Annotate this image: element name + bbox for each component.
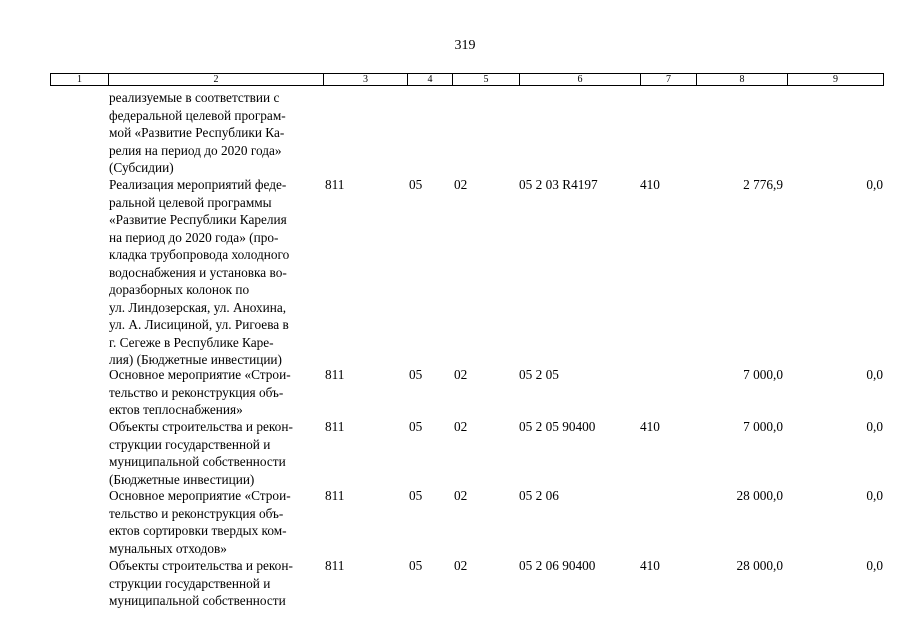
header-col-5: 5 <box>452 74 519 85</box>
description-line: лия) (Бюджетные инвестиции) <box>109 352 282 367</box>
row-description <box>109 176 321 369</box>
cell-target-article: 05 2 06 90400 <box>519 558 596 573</box>
description-line: тельство и реконструкция объ- <box>109 384 284 400</box>
description-line: Объекты строительства и рекон- <box>109 558 293 573</box>
row-description <box>109 89 321 177</box>
cell-subsection: 02 <box>454 558 468 573</box>
cell-section: 05 <box>409 558 423 573</box>
description-line: ул. Линдозерская, ул. Анохина, <box>109 299 287 315</box>
cell-amount-secondary: 0,0 <box>866 488 883 503</box>
description-line: ральной целевой программы <box>109 194 272 210</box>
cell-amount: 28 000,0 <box>736 558 783 573</box>
description-line: тельство и реконструкция объ- <box>109 505 284 521</box>
cell-amount-secondary: 0,0 <box>866 367 883 382</box>
cell-subsection: 02 <box>454 177 468 192</box>
description-line: муниципальной собственности <box>109 593 286 608</box>
description-line: г. Сегеже в Республике Каре- <box>109 334 274 350</box>
cell-section: 05 <box>409 367 423 382</box>
cell-ministry-code: 811 <box>325 419 345 434</box>
description-line: муниципальной собственности <box>109 454 286 469</box>
description-line: мунальных отходов» <box>109 540 227 556</box>
row-description <box>109 487 321 557</box>
description-line: (Субсидии) <box>109 160 174 175</box>
cell-expense-type: 410 <box>640 558 660 573</box>
cell-ministry-code: 811 <box>325 177 345 192</box>
cell-target-article: 05 2 06 <box>519 488 559 503</box>
description-line: струкции государственной и <box>109 436 271 452</box>
description-line: кладка трубопровода холодного <box>109 247 290 262</box>
cell-target-article: 05 2 05 90400 <box>519 419 596 434</box>
cell-subsection: 02 <box>454 488 468 503</box>
cell-section: 05 <box>409 419 423 434</box>
header-col-3: 3 <box>323 74 407 85</box>
description-line: федеральной целевой програм- <box>109 107 286 123</box>
description-line: реализуемые в соответствии с <box>109 90 280 105</box>
description-line: Основное мероприятие «Строи- <box>109 367 291 382</box>
description-line: Основное мероприятие «Строи- <box>109 488 291 503</box>
description-line: ул. А. Лисициной, ул. Ригоева в <box>109 317 289 332</box>
row-description <box>109 418 321 488</box>
cell-amount: 28 000,0 <box>736 488 783 503</box>
cell-section: 05 <box>409 488 423 503</box>
cell-expense-type: 410 <box>640 177 660 192</box>
cell-ministry-code: 811 <box>325 558 345 573</box>
description-line: ектов сортировки твердых ком- <box>109 523 287 538</box>
description-line: Реализация мероприятий феде- <box>109 177 287 192</box>
cell-amount: 2 776,9 <box>743 177 783 192</box>
header-col-9: 9 <box>787 74 883 85</box>
cell-expense-type: 410 <box>640 419 660 434</box>
description-line: на период до 2020 года» (про- <box>109 229 279 245</box>
description-line: ектов теплоснабжения» <box>109 402 243 417</box>
cell-amount: 7 000,0 <box>743 419 783 434</box>
cell-ministry-code: 811 <box>325 367 345 382</box>
cell-amount-secondary: 0,0 <box>866 558 883 573</box>
description-line: водоснабжения и установка во- <box>109 264 287 280</box>
header-col-4: 4 <box>407 74 452 85</box>
header-col-7: 7 <box>640 74 696 85</box>
header-col-2: 2 <box>108 74 323 85</box>
table-header <box>50 73 884 86</box>
cell-subsection: 02 <box>454 419 468 434</box>
cell-section: 05 <box>409 177 423 192</box>
cell-ministry-code: 811 <box>325 488 345 503</box>
header-col-1: 1 <box>77 74 82 85</box>
cell-amount-secondary: 0,0 <box>866 419 883 434</box>
description-line: Объекты строительства и рекон- <box>109 419 293 434</box>
description-line: (Бюджетные инвестиции) <box>109 471 255 487</box>
row-description <box>109 557 321 610</box>
cell-target-article: 05 2 05 <box>519 367 559 382</box>
header-col-6: 6 <box>519 74 640 85</box>
cell-target-article: 05 2 03 R4197 <box>519 177 598 192</box>
cell-amount-secondary: 0,0 <box>866 177 883 192</box>
description-line: струкции государственной и <box>109 575 271 591</box>
row-description <box>109 366 321 419</box>
description-line: доразборных колонок по <box>109 282 250 297</box>
cell-subsection: 02 <box>454 367 468 382</box>
description-line: «Развитие Республики Карелия <box>109 212 287 227</box>
cell-amount: 7 000,0 <box>743 367 783 382</box>
description-line: мой «Развитие Республики Ка- <box>109 125 285 140</box>
description-line: релия на период до 2020 года» <box>109 142 282 158</box>
page-number: 319 <box>454 38 476 53</box>
header-col-8: 8 <box>696 74 787 85</box>
